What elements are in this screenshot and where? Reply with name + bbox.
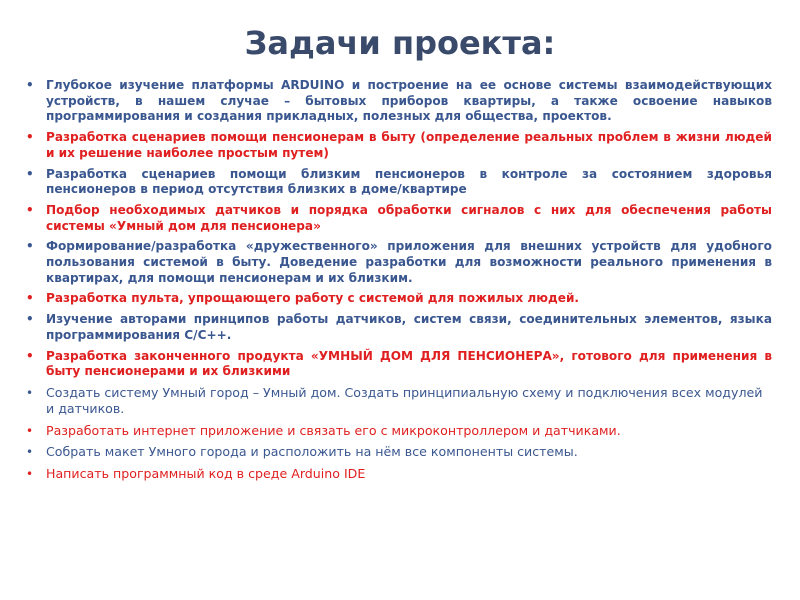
task-item bbox=[24, 167, 772, 198]
task-text: Написать программный код в среде Arduino IDE bbox=[46, 465, 366, 481]
task-text: Разработка пульта, упрощающего работу с системой для пожилых людей. bbox=[46, 291, 580, 306]
task-text: Разработка законченного продукта «УМНЫЙ ДОМ ДЛЯ ПЕНСИОНЕРА», готового для применения в быту пенсионерами и их близкими bbox=[46, 348, 772, 379]
bullet-icon: • bbox=[26, 423, 34, 438]
bullet-icon: • bbox=[26, 166, 34, 181]
bullet-icon: • bbox=[26, 130, 34, 145]
task-text: Создать систему Умный город – Умный дом. Создать принципиальную схему и подключения всех модулей и датчиков. bbox=[46, 384, 763, 417]
task-item bbox=[24, 466, 772, 483]
task-item bbox=[24, 385, 772, 418]
task-item bbox=[24, 239, 772, 286]
task-item bbox=[24, 444, 772, 461]
bullet-icon: • bbox=[26, 312, 34, 327]
task-text: Собрать макет Умного города и расположить на нём все компоненты системы. bbox=[46, 444, 578, 460]
task-text: Формирование/разработка «дружественного» приложения для внешних устройств для удобного пользования системой в быту. Доведение разработки для возможности реального применения в квартирах, для помощи пенсионерам и их близким. bbox=[46, 239, 772, 285]
task-text: Разработать интернет приложение и связать его с микроконтроллером и датчиками. bbox=[46, 422, 621, 438]
task-text: Разработка сценариев помощи пенсионерам в быту (определение реальных проблем в жизни людей и их решение наиболее простым путем) bbox=[46, 130, 772, 160]
task-text: Разработка сценариев помощи близким пенсионеров в контроле за состоянием здоровья пенсионеров в период отсутствия близких в доме/квартире bbox=[46, 166, 772, 197]
bullet-icon: • bbox=[26, 239, 34, 254]
task-item bbox=[24, 423, 772, 440]
slide-title: Задачи проекта: bbox=[244, 24, 556, 62]
bullet-icon: • bbox=[26, 348, 34, 363]
bullet-icon: • bbox=[26, 445, 34, 460]
task-text: Глубокое изучение платформы ARDUINO и построение на ее основе системы взаимодействующих устройств, в нашем случае – бытовых приборов квартиры, а также освоение навыков программирования и создания прикладных, полезных для общества, проектов. bbox=[46, 78, 772, 124]
task-list bbox=[24, 78, 772, 487]
bullet-icon: • bbox=[26, 291, 34, 306]
task-item bbox=[24, 78, 772, 125]
task-text: Подбор необходимых датчиков и порядка обработки сигналов с них для обеспечения работы системы «Умный дом для пенсионера» bbox=[46, 202, 772, 233]
task-item bbox=[24, 291, 772, 307]
bullet-icon: • bbox=[26, 466, 34, 481]
bullet-icon: • bbox=[26, 78, 34, 92]
task-item bbox=[24, 130, 772, 161]
bullet-icon: • bbox=[26, 385, 34, 400]
task-item bbox=[24, 312, 772, 343]
task-item bbox=[24, 349, 772, 380]
task-text: Изучение авторами принципов работы датчиков, систем связи, соединительных элементов, языка программирования C/C++. bbox=[46, 312, 772, 342]
task-item bbox=[24, 203, 772, 234]
bullet-icon: • bbox=[26, 202, 34, 217]
